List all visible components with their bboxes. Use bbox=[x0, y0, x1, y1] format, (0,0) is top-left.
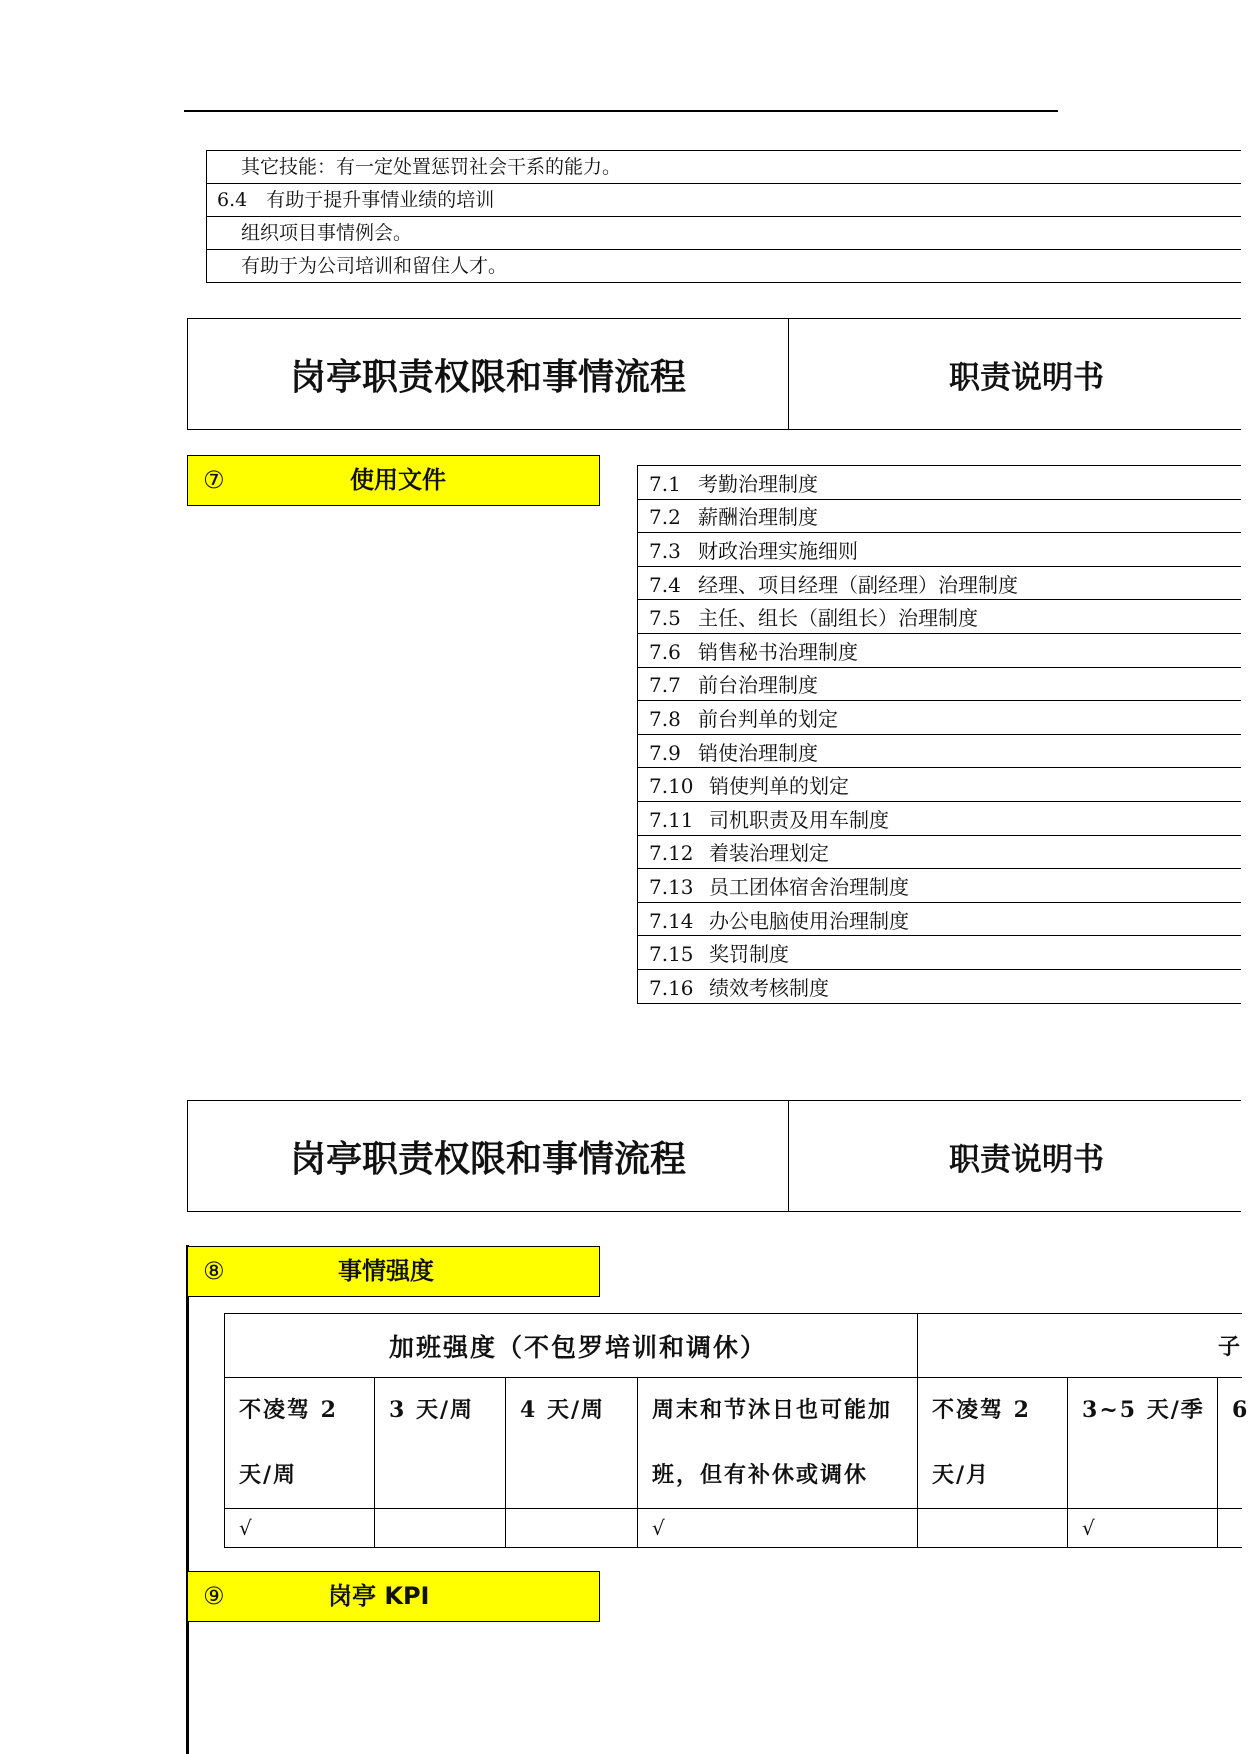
list-item bbox=[638, 969, 1242, 1003]
document-number: 7.6 bbox=[649, 639, 681, 664]
intensity-option bbox=[225, 1378, 375, 1509]
document-name: 主任、组长（副组长）治理制度 bbox=[698, 606, 978, 631]
option-line: 3 天/周 bbox=[389, 1397, 475, 1423]
document-item bbox=[638, 969, 1242, 1003]
document-number: 7.13 bbox=[649, 874, 694, 899]
skills-table bbox=[206, 150, 1241, 283]
list-item bbox=[638, 902, 1242, 936]
header-title: 岗亭职责权限和事情流程 bbox=[188, 1101, 789, 1211]
document-item bbox=[638, 600, 1242, 634]
document-name: 司机职责及用车制度 bbox=[709, 807, 889, 832]
check-cell bbox=[918, 1509, 1068, 1548]
section-label-documents bbox=[187, 455, 600, 506]
section-label-work-intensity bbox=[187, 1246, 600, 1297]
left-border-line bbox=[186, 1245, 189, 1754]
list-item bbox=[638, 768, 1242, 802]
table-row bbox=[225, 1314, 1242, 1378]
table-row bbox=[207, 217, 1242, 250]
option-line: 6 bbox=[1232, 1397, 1249, 1423]
list-item bbox=[638, 466, 1242, 500]
option-line: 4 天/周 bbox=[520, 1397, 606, 1423]
document-number: 7.14 bbox=[649, 908, 694, 933]
option-line: 3~5 天/季 bbox=[1082, 1397, 1205, 1423]
list-item bbox=[638, 801, 1242, 835]
document-name: 奖罚制度 bbox=[709, 942, 789, 967]
overtime-intensity-header: 加班强度（不包罗培训和调休） bbox=[225, 1314, 918, 1378]
document-name: 办公电脑使用治理制度 bbox=[709, 908, 909, 933]
intensity-option bbox=[375, 1378, 506, 1509]
table-row bbox=[225, 1509, 1242, 1548]
option-line: 周末和节沐日也可能加 bbox=[652, 1397, 893, 1423]
intensity-option bbox=[918, 1378, 1068, 1509]
document-number: 7.4 bbox=[649, 572, 681, 597]
table-row bbox=[207, 151, 1242, 184]
list-item bbox=[638, 835, 1242, 869]
list-item bbox=[638, 936, 1242, 970]
document-item bbox=[638, 499, 1242, 533]
table-cell: 有助于为公司培训和留住人才。 bbox=[207, 250, 1242, 283]
table-cell: 其它技能：有一定处置惩罚社会干系的能力。 bbox=[207, 151, 1242, 184]
check-cell bbox=[506, 1509, 638, 1548]
document-name: 前台判单的划定 bbox=[698, 706, 838, 731]
document-item bbox=[638, 466, 1242, 500]
page-header-1 bbox=[187, 318, 1241, 430]
document-number: 7.11 bbox=[649, 807, 694, 832]
check-cell: √ bbox=[638, 1509, 918, 1548]
intensity-option bbox=[1068, 1378, 1218, 1509]
page-header-2 bbox=[187, 1100, 1241, 1212]
document-item bbox=[638, 533, 1242, 567]
list-item bbox=[638, 600, 1242, 634]
document-number: 7.3 bbox=[649, 538, 681, 563]
document-item bbox=[638, 633, 1242, 667]
list-item bbox=[638, 734, 1242, 768]
document-name: 考勤治理制度 bbox=[698, 471, 818, 496]
list-item bbox=[638, 667, 1242, 701]
document-name: 销使判单的划定 bbox=[709, 774, 849, 799]
list-item bbox=[638, 869, 1242, 903]
documents-list bbox=[637, 465, 1241, 1004]
document-item bbox=[638, 902, 1242, 936]
document-name: 着装治理划定 bbox=[709, 841, 829, 866]
option-line: 天/周 bbox=[239, 1462, 298, 1488]
document-item bbox=[638, 869, 1242, 903]
second-group-header: 子 bbox=[918, 1314, 1242, 1378]
document-name: 财政治理实施细则 bbox=[698, 538, 858, 563]
table-row bbox=[207, 250, 1242, 283]
section-title: 岗亭 KPI bbox=[328, 1582, 430, 1610]
section-title: 使用文件 bbox=[350, 466, 446, 494]
document-name: 销售秘书治理制度 bbox=[698, 639, 858, 664]
document-item bbox=[638, 936, 1242, 970]
check-cell: √ bbox=[1068, 1509, 1218, 1548]
document-name: 销使治理制度 bbox=[698, 740, 818, 765]
list-item bbox=[638, 533, 1242, 567]
section-number: ⑨ bbox=[203, 1582, 225, 1610]
document-item bbox=[638, 768, 1242, 802]
header-doc-type: 职责说明书 bbox=[949, 1141, 1104, 1178]
section-title: 事情强度 bbox=[338, 1257, 434, 1285]
document-number: 7.9 bbox=[649, 740, 681, 765]
list-item bbox=[638, 566, 1242, 600]
document-name: 经理、项目经理（副经理）治理制度 bbox=[698, 572, 1018, 597]
section-number: ⑦ bbox=[203, 466, 225, 494]
document-number: 7.1 bbox=[649, 471, 681, 496]
table-row bbox=[207, 184, 1242, 217]
document-number: 7.12 bbox=[649, 841, 694, 866]
table-cell: 6.4 有助于提升事情业绩的培训 bbox=[207, 184, 1242, 217]
document-number: 7.15 bbox=[649, 942, 694, 967]
document-item bbox=[638, 835, 1242, 869]
check-cell bbox=[375, 1509, 506, 1548]
document-name: 员工团体宿舍治理制度 bbox=[709, 874, 909, 899]
table-row bbox=[225, 1378, 1242, 1509]
document-number: 7.5 bbox=[649, 606, 681, 631]
top-divider-line bbox=[184, 110, 1058, 112]
section-label-kpi bbox=[187, 1571, 600, 1622]
document-item bbox=[638, 566, 1242, 600]
document-number: 7.8 bbox=[649, 706, 681, 731]
document-item bbox=[638, 801, 1242, 835]
header-title: 岗亭职责权限和事情流程 bbox=[188, 319, 789, 429]
document-number: 7.7 bbox=[649, 673, 681, 698]
list-item bbox=[638, 499, 1242, 533]
list-item bbox=[638, 633, 1242, 667]
document-name: 薪酬治理制度 bbox=[698, 505, 818, 530]
option-line: 天/月 bbox=[932, 1462, 991, 1488]
table-cell: 组织项目事情例会。 bbox=[207, 217, 1242, 250]
list-item bbox=[638, 701, 1242, 735]
intensity-option bbox=[506, 1378, 638, 1509]
section-number: ⑧ bbox=[203, 1257, 225, 1285]
document-item bbox=[638, 734, 1242, 768]
check-cell bbox=[1218, 1509, 1242, 1548]
option-line: 不凌驾 2 bbox=[932, 1397, 1031, 1423]
document-name: 绩效考核制度 bbox=[709, 975, 829, 1000]
document-number: 7.10 bbox=[649, 774, 694, 799]
work-intensity-table bbox=[224, 1313, 1249, 1548]
option-line: 班，但有补休或调休 bbox=[652, 1462, 869, 1488]
document-name: 前台治理制度 bbox=[698, 673, 818, 698]
document-number: 7.16 bbox=[649, 975, 694, 1000]
document-item bbox=[638, 667, 1242, 701]
document-number: 7.2 bbox=[649, 505, 681, 530]
check-cell: √ bbox=[225, 1509, 375, 1548]
document-item bbox=[638, 701, 1242, 735]
option-line: 不凌驾 2 bbox=[239, 1397, 338, 1423]
header-doc-type: 职责说明书 bbox=[949, 359, 1104, 396]
intensity-option bbox=[638, 1378, 918, 1509]
intensity-option bbox=[1218, 1378, 1249, 1509]
